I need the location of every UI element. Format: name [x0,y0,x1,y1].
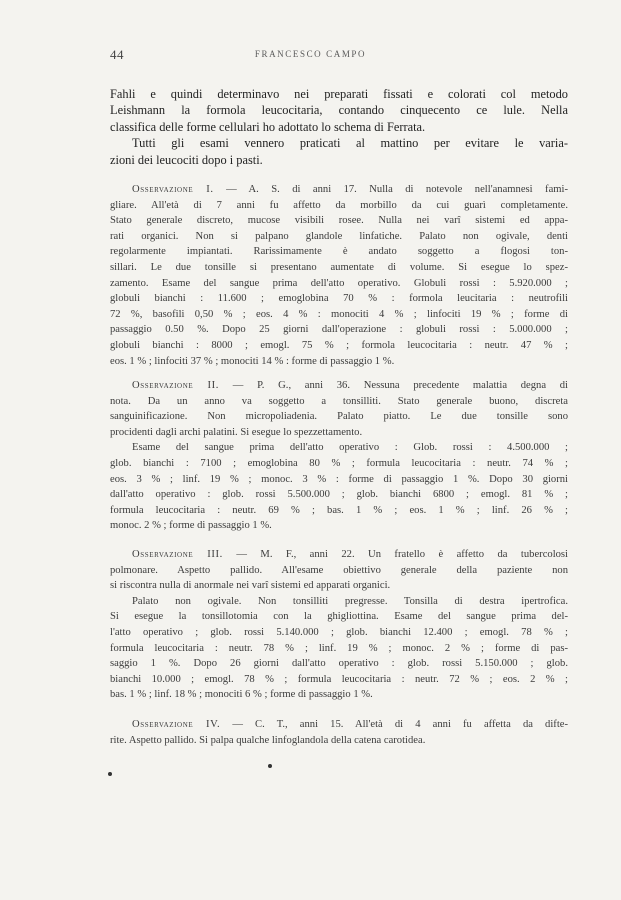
ink-speck [268,764,272,768]
text-line: globuli bianchi : 8000 ; emogl. 75 % ; formola leucocitaria : neutr. 47 % ; [110,339,568,351]
text-line: classifica delle forme cellulari ho adottato lo schema di Ferrata. [110,119,426,134]
intro-paragraph [110,86,568,168]
observation-heading: Osservazione I. [132,184,214,195]
text-line: Tutti gli esami vennero praticati al mattino per evitare le varia- [132,136,568,151]
text-line: glob. bianchi : 7100 ; emoglobina 80 % ; formula leucocitaria : neutr. 74 % ; [110,457,568,469]
text-line: sillari. Le due tonsille si presentano aumentate di volume. Si esegue lo spez- [110,261,568,273]
text-line: 72 %, basofili 0,50 % ; eos. 4 % : monociti 4 % ; linfociti 19 % ; forme di [110,308,568,320]
text-line: procidenti dagli archi palatini. Si esegue lo spezzettamento. [110,426,363,438]
text-line: — P. G., anni 36. Nessuna precedente malattia degna di [232,380,568,391]
observation-heading: Osservazione III. [132,549,223,560]
page-number: 44 [110,47,124,62]
text-line: eos. 3 % ; linf. 19 % ; monoc. 3 % : forme di passaggio 1 %. Dopo 30 giorni [110,473,568,485]
text-line: — A. S. di anni 17. Nulla di notevole nell'anamnesi fami- [226,184,568,195]
text-line: bianchi 10.000 ; emogl. 78 % ; formula leucocitaria : neutr. 72 % ; eos. 2 % ; [110,673,568,685]
text-line: Palato non ogivale. Non tonsilliti pregresse. Tonsilla di destra ipertrofica. [132,595,568,607]
text-line: eos. 1 % ; linfociti 37 % ; monociti 14 % : forme di passaggio 1 %. [110,355,395,367]
observation-2 [110,378,568,534]
text-line: — C. T., anni 15. All'età di 4 anni fu affetta da difte- [232,719,568,730]
text-line: zamento. Esame del sangue prima dell'atto operativo. Globuli rossi : 5.920.000 ; [110,277,568,289]
text-line: passaggio 0.50 %. Dopo 25 giorni dall'operazione : globuli rossi : 5.000.000 ; [110,324,568,336]
observation-1 [110,182,568,369]
text-line: formula leucocitaria : neutr. 69 % ; bas. 1 % ; eos. 1 % ; linf. 26 % ; [110,504,568,516]
text-line: si riscontra nulla di anormale nei varî sistemi ed apparati organici. [110,580,391,592]
observation-heading: Osservazione IV. [132,719,221,730]
text-line: polmonare. Aspetto pallido. All'esame obiettivo generale della paziente non [110,564,568,576]
text-line: rite. Aspetto pallido. Si palpa qualche linfoglandola della catena carotidea. [110,734,426,746]
text-line: gliare. All'età di 7 anni fu affetto da morbillo da cui guarì completamente. [110,199,568,211]
text-line: bas. 1 % ; linf. 18 % ; monociti 6 % ; forme di passaggio 1 %. [110,689,373,701]
running-title: FRANCESCO CAMPO [254,49,367,59]
observation-4 [110,717,568,748]
observation-heading: Osservazione II. [132,380,220,391]
ink-speck [108,772,112,776]
text-line: regolarmente impiantati. Rarissimamente è andato soggetto a flogosi ton- [110,246,568,258]
text-line: sanguinificazione. Non micropoliadenia. Palato piatto. Le due tonsille sono [110,411,568,423]
text-line: saggio 1 %. Dopo 26 giorni dall'atto operativo : glob. rossi 5.150.000 ; glob. [110,658,568,670]
text-line: — M. F., anni 22. Un fratello è affetto da tubercolosi [236,549,568,560]
text-line: Stato generale discreto, mucose visibili rosee. Nulla nei varî sistemi ed appa- [110,215,568,227]
text-line: rati organici. Non si palpano glandole linfatiche. Palato non ogivale, denti [110,230,568,242]
text-line: zioni dei leucociti dopo i pasti. [110,152,263,167]
text-line: Esame del sangue prima dell'atto operativo : Glob. rossi : 4.500.000 ; [132,442,568,454]
text-line: monoc. 2 % ; forme di passaggio 1 %. [110,520,272,532]
text-line: Si esegue la tonsillotomia con la ghigliottina. Esame del sangue prima del- [110,611,568,623]
observation-3 [110,547,568,703]
text-line: globuli bianchi : 11.600 ; emoglobina 70 % : formola leucitaria : neutrofili [110,293,568,305]
text-line: nota. Da un anno va soggetto a tonsilliti. Stato generale buono, discreta [110,395,568,407]
text-line: l'atto operativo ; glob. rossi 5.140.000 ; glob. bianchi 12.400 ; emogl. 78 % ; [110,626,568,638]
text-line: dall'atto operativo : glob. rossi 5.500.000 ; glob. bianchi 6800 ; emogl. 81 % ; [110,489,568,501]
text-line: formula leucocitaria : neutr. 78 % ; linf. 19 % ; monoc. 2 % ; forme di pas- [110,642,568,654]
text-line: Fahli e quindi determinavo nei preparati fissati e colorati col metodo [110,87,568,101]
text-line: Leishmann la formola leucocitaria, contando cinquecento ce lule. Nella [110,103,568,118]
